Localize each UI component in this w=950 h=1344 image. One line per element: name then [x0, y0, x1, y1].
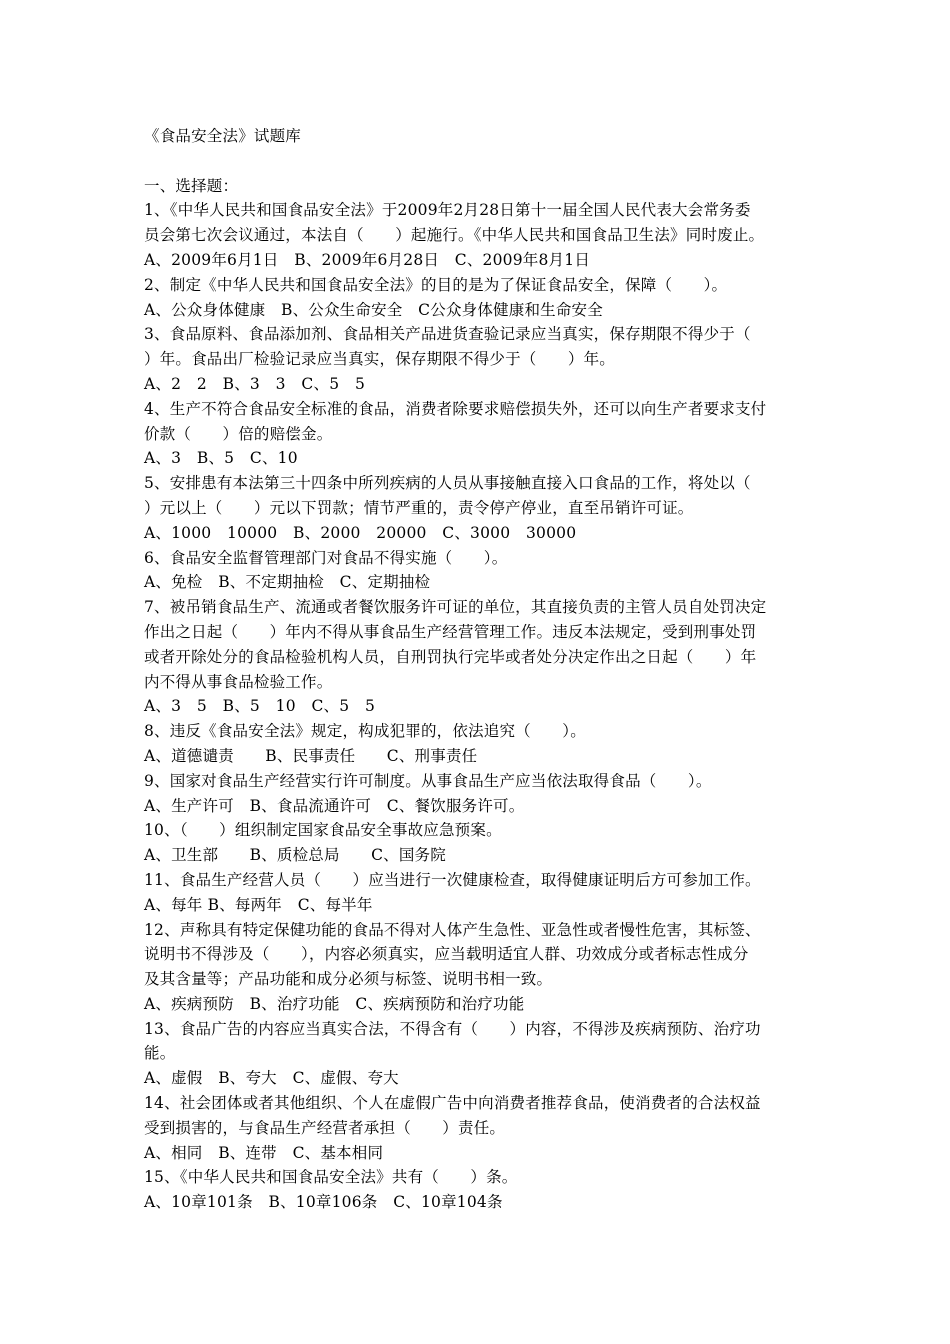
question-text-line: ）元以上（ ）元以下罚款；情节严重的，责令停产停业，直至吊销许可证。	[144, 498, 694, 517]
answer-options: A、疾病预防 B、治疗功能 C、疾病预防和治疗功能	[144, 994, 525, 1013]
question-item	[144, 397, 814, 471]
question-text-line: 内不得从事食品检验工作。	[144, 672, 333, 691]
question-item	[144, 868, 814, 918]
question-item	[144, 1017, 814, 1091]
question-item	[144, 1091, 814, 1165]
spacer	[144, 149, 814, 174]
answer-options: A、每年 B、每两年 C、每半年	[144, 895, 373, 914]
question-item	[144, 719, 814, 769]
answer-options: A、2009年6月1日 B、2009年6月28日 C、2009年8月1日	[144, 250, 591, 269]
question-item	[144, 322, 814, 396]
question-text-line: 受到损害的，与食品生产经营者承担（ ）责任。	[144, 1118, 506, 1137]
question-text-line: 及其含量等；产品功能和成分必须与标签、说明书相一致。	[144, 970, 553, 989]
question-text-line: 13、食品广告的内容应当真实合法，不得含有（ ）内容，不得涉及疾病预防、治疗功	[144, 1019, 761, 1038]
question-text-line: 3、食品原料、食品添加剂、食品相关产品进货查验记录应当真实，保存期限不得少于（	[144, 325, 751, 344]
question-text-line: 8、违反《食品安全法》规定，构成犯罪的，依法追究（ ）。	[144, 722, 586, 741]
question-text-line: 员会第七次会议通过，本法自（ ）起施行。《中华人民共和国食品卫生法》同时废止。	[144, 226, 765, 245]
question-item	[144, 918, 814, 1017]
answer-options: A、2 2 B、3 3 C、5 5	[144, 374, 366, 393]
question-text-line: 14、社会团体或者其他组织、个人在虚假广告中向消费者推荐食品，使消费者的合法权益	[144, 1094, 761, 1113]
question-text-line: 2、制定《中华人民共和国食品安全法》的目的是为了保证食品安全，保障（ ）。	[144, 275, 728, 294]
question-text-line: 10、（ ）组织制定国家食品安全事故应急预案。	[144, 821, 502, 840]
question-item	[144, 818, 814, 868]
answer-options: A、公众身体健康 B、公众生命安全 C公众身体健康和生命安全	[144, 300, 603, 319]
question-text-line: 15、《中华人民共和国食品安全法》共有（ ）条。	[144, 1168, 518, 1187]
question-item	[144, 769, 814, 819]
question-text-line: 12、声称具有特定保健功能的食品不得对人体产生急性、亚急性或者慢性危害，其标签、	[144, 920, 761, 939]
document-content	[144, 124, 814, 1215]
question-text-line: 5、安排患有本法第三十四条中所列疾病的人员从事接触直接入口食品的工作，将处以（	[144, 474, 751, 493]
answer-options: A、3 5 B、5 10 C、5 5	[144, 697, 376, 716]
question-text-line: 1、《中华人民共和国食品安全法》于2009年2月28日第十一届全国人民代表大会常务委	[144, 201, 751, 220]
question-text-line: 11、食品生产经营人员（ ）应当进行一次健康检查，取得健康证明后方可参加工作。	[144, 870, 761, 889]
question-item	[144, 273, 814, 323]
answer-options: A、3 B、5 C、10	[144, 449, 298, 468]
answer-options: A、卫生部 B、质检总局 C、国务院	[144, 846, 446, 865]
answer-options: A、道德谴责 B、民事责任 C、刑事责任	[144, 746, 478, 765]
answer-options: A、生产许可 B、食品流通许可 C、餐饮服务许可。	[144, 796, 525, 815]
question-item	[144, 1165, 814, 1215]
question-item	[144, 198, 814, 272]
question-text-line: 作出之日起（ ）年内不得从事食品生产经营管理工作。违反本法规定，受到刑事处罚	[144, 622, 757, 641]
answer-options: A、相同 B、连带 C、基本相同	[144, 1143, 384, 1162]
document-title: 《食品安全法》试题库	[144, 127, 302, 145]
section-heading: 一、选择题：	[144, 176, 239, 195]
answer-options: A、10章101条 B、10章106条 C、10章104条	[144, 1193, 503, 1212]
question-item	[144, 595, 814, 719]
question-text-line: 6、食品安全监督管理部门对食品不得实施（ ）。	[144, 548, 508, 567]
question-text-line: 能。	[144, 1044, 176, 1063]
question-text-line: 价款（ ）倍的赔偿金。	[144, 424, 333, 443]
question-list	[144, 198, 814, 1215]
question-text-line: 9、国家对食品生产经营实行许可制度。从事食品生产应当依法取得食品（ ）。	[144, 771, 712, 790]
question-text-line: 或者开除处分的食品检验机构人员，自刑罚执行完毕或者处分决定作出之日起（ ）年	[144, 647, 757, 666]
question-text-line: 说明书不得涉及（ ），内容必须真实，应当载明适宜人群、功效成分或者标志性成分	[144, 945, 749, 964]
question-text-line: 4、生产不符合食品安全标准的食品，消费者除要求赔偿损失外，还可以向生产者要求支付	[144, 399, 767, 418]
question-item	[144, 546, 814, 596]
question-item	[144, 471, 814, 545]
answer-options: A、免检 B、不定期抽检 C、定期抽检	[144, 573, 431, 592]
question-text-line: ）年。食品出厂检验记录应当真实，保存期限不得少于（ ）年。	[144, 350, 616, 369]
answer-options: A、1000 10000 B、2000 20000 C、3000 30000	[144, 523, 577, 542]
question-text-line: 7、被吊销食品生产、流通或者餐饮服务许可证的单位，其直接负责的主管人员自处罚决定	[144, 598, 767, 617]
answer-options: A、虚假 B、夸大 C、虚假、夸大	[144, 1069, 399, 1088]
